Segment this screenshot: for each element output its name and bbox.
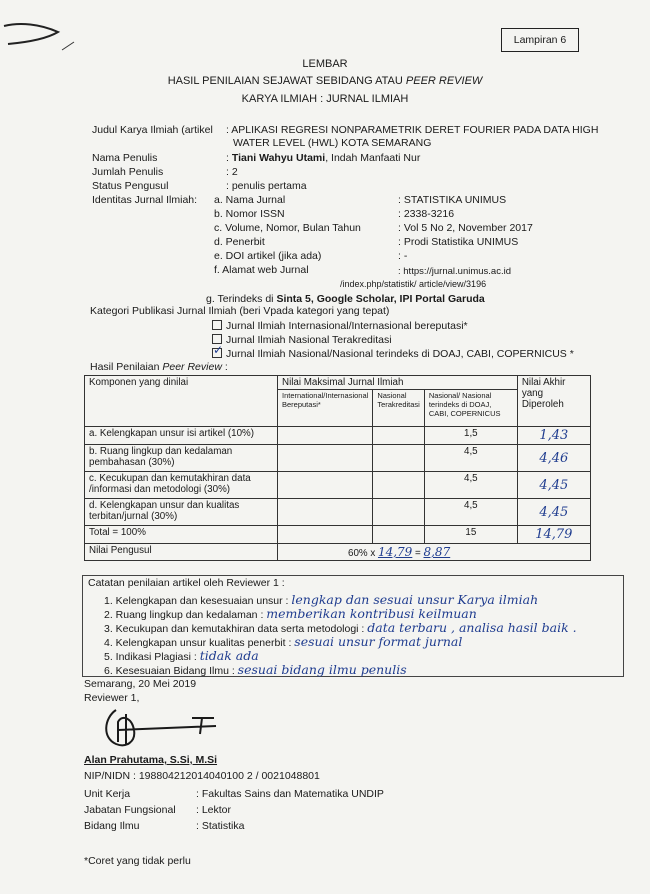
table-row: d. Kelengkapan unsur dan kualitas terbitan/jurnal (30%) 4,5 4,45 [85, 499, 591, 526]
kategori-option-2[interactable]: Jurnal Ilmiah Nasional Terakreditasi [212, 334, 392, 346]
identitas-item-a-label: a. Nama Jurnal [214, 194, 286, 206]
title-lembar: LEMBAR [302, 58, 348, 70]
signer-name: Alan Prahutama, S.Si, M.Si [84, 754, 218, 766]
unit-label: Unit Kerja [84, 788, 131, 800]
catatan-item-1: 1. Kelengkapan dan kesesuaian unsur : lengkap dan sesuai unsur Karya ilmiah [104, 592, 539, 607]
nama-value: : Tiani Wahyu Utami, Indah Manfaati Nur [226, 152, 421, 164]
identitas-item-a-value: : STATISTIKA UNIMUS [398, 194, 507, 206]
identitas-item-e-value: : - [398, 250, 408, 262]
header-komponen: Komponen yang dinilai [85, 376, 278, 427]
catatan-item-2: 2. Ruang lingkup dan kedalaman : memberikan kontribusi keilmuan [104, 606, 477, 621]
table-row-total: Total = 100% 15 14,79 [85, 526, 591, 544]
status-value: : penulis pertama [226, 180, 307, 192]
checkbox-checked-icon[interactable]: ✓ [213, 343, 224, 357]
jumlah-value: : 2 [226, 166, 238, 178]
jumlah-label: Jumlah Penulis [92, 166, 164, 178]
web-continued: /index.php/statistik/ article/view/3196 [340, 279, 487, 289]
jabatan-label: Jabatan Fungsional [84, 804, 176, 816]
identitas-item-b-label: b. Nomor ISSN [214, 208, 285, 220]
catatan-item-3: 3. Kecukupan dan kemutakhiran data serta metodologi : data terbaru , analisa hasil baik . [104, 620, 577, 635]
header-nilai-maks: Nilai Maksimal Jurnal Ilmiah [278, 376, 518, 390]
identitas-item-d-label: d. Penerbit [214, 236, 265, 248]
title-karya: KARYA ILMIAH : JURNAL ILMIAH [241, 93, 409, 105]
header-nilai-akhir: Nilai Akhir yang Diperoleh [517, 376, 590, 427]
footnote: *Coret yang tidak perlu [84, 855, 191, 867]
identitas-item-b-value: : 2338-3216 [398, 208, 455, 220]
terindeks: g. Terindeks di Sinta 5, Google Scholar, IPI Portal Garuda [206, 293, 485, 305]
pengusul-formula: 60% x 14,79 = 8,87 [278, 544, 591, 561]
header-international: International/Internasional Bereputasi* [278, 390, 373, 427]
table-row: b. Ruang lingkup dan kedalaman pembahasan (30%) 4,5 4,46 [85, 445, 591, 472]
judul-label: Judul Karya Ilmiah (artikel [92, 124, 213, 136]
nama-label: Nama Penulis [92, 152, 158, 164]
table-row: c. Kecukupan dan kemutakhiran data /informasi dan metodologi (30%) 4,5 4,45 [85, 472, 591, 499]
table-row-pengusul: Nilai Pengusul 60% x 14,79 = 8,87 [85, 544, 591, 561]
title-hasil: HASIL PENILAIAN SEJAWAT SEBIDANG ATAU PEER REVIEW [167, 75, 483, 87]
checkbox-icon[interactable] [212, 320, 222, 330]
identitas-item-f-value: : https://jurnal.unimus.ac.id [398, 266, 511, 277]
identitas-item-d-value: : Prodi Statistika UNIMUS [398, 236, 519, 248]
hasil-label: Hasil Penilaian Peer Review : [90, 361, 228, 373]
kategori-label: Kategori Publikasi Jurnal Ilmiah (beri Vpada kategori yang tepat) [90, 305, 390, 317]
identitas-item-c-value: : Vol 5 No 2, November 2017 [398, 222, 533, 234]
place-date: Semarang, 20 Mei 2019 [84, 678, 197, 690]
kategori-option-3[interactable]: ✓ Jurnal Ilmiah Nasional/Nasional terindeks di DOAJ, CABI, COPERNICUS * [213, 343, 574, 360]
header-nasional-terindeks: Nasional/ Nasional terindeks di DOAJ, CABI, COPERNICUS [424, 390, 517, 427]
catatan-item-4: 4. Kelengkapan unsur kualitas penerbit : sesuai unsur format jurnal [104, 634, 463, 649]
identitas-item-c-label: c. Volume, Nomor, Bulan Tahun [214, 222, 361, 234]
reviewer-label: Reviewer 1, [84, 692, 140, 704]
unit-value: : Fakultas Sains dan Matematika UNDIP [196, 788, 384, 800]
header-nasional: Nasional Terakreditasi [373, 390, 425, 427]
table-row: a. Kelengkapan unsur isi artikel (10%) 1,5 1,43 [85, 427, 591, 445]
bidang-label: Bidang Ilmu [84, 820, 140, 832]
judul-value-2: WATER LEVEL (HWL) KOTA SEMARANG [233, 137, 432, 149]
signature [96, 704, 236, 752]
identitas-item-e-label: e. DOI artikel (jika ada) [214, 250, 322, 262]
bidang-value: : Statistika [196, 820, 245, 832]
kategori-option-1[interactable]: Jurnal Ilmiah Internasional/Internasional bereputasi* [212, 320, 468, 332]
lampiran-box: Lampiran 6 [501, 28, 579, 52]
identitas-label: Identitas Jurnal Ilmiah: [92, 194, 198, 206]
score-table [84, 375, 591, 561]
jabatan-value: : Lektor [196, 804, 232, 816]
identitas-item-f-label: f. Alamat web Jurnal [214, 264, 309, 276]
signer-nip: NIP/NIDN : 198804212014040100 2 / 0021048801 [84, 770, 320, 782]
judul-value-1: : APLIKASI REGRESI NONPARAMETRIK DERET FOURIER PADA DATA HIGH [226, 124, 599, 136]
catatan-item-5: 5. Indikasi Plagiasi : tidak ada [104, 648, 259, 663]
status-label: Status Pengusul [92, 180, 169, 192]
catatan-item-6: 6. Kesesuaian Bidang Ilmu : sesuai bidang ilmu penulis [104, 662, 407, 677]
catatan-title: Catatan penilaian artikel oleh Reviewer 1 : [88, 577, 285, 589]
